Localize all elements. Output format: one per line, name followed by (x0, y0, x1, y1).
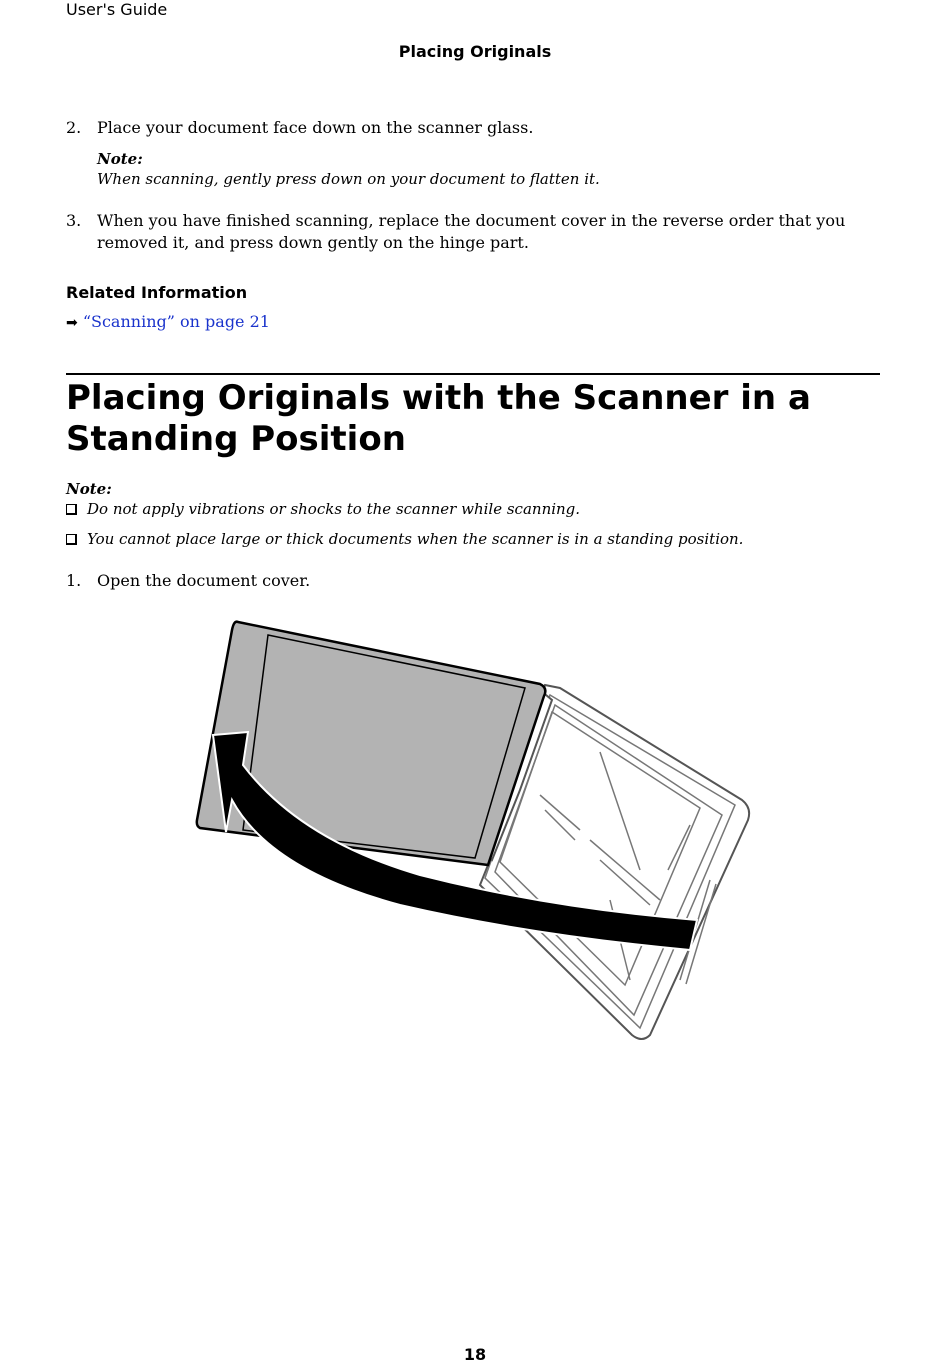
section-heading: Placing Originals with the Scanner in a Standing Position (66, 378, 811, 459)
checkbox-bullet-icon (66, 534, 77, 545)
step-1 (0, 570, 950, 592)
scanning-link[interactable]: “Scanning” on page 21 (82, 312, 270, 331)
step-number: 3. (66, 211, 82, 230)
arrow-right-icon: ➡ (66, 315, 78, 331)
note-bullet (66, 500, 580, 518)
step-2 (0, 117, 950, 139)
step-3 (0, 210, 950, 254)
scanner-illustration-svg (190, 615, 760, 1050)
step-text: Place your document face down on the scanner glass. (97, 118, 534, 137)
related-link-row[interactable] (66, 312, 270, 331)
step-text: Open the document cover. (97, 571, 311, 590)
checkbox-bullet-icon (66, 504, 77, 515)
note-bullet-text: You cannot place large or thick documents when the scanner is in a standing position. (87, 530, 744, 548)
note-bullet-text: Do not apply vibrations or shocks to the scanner while scanning. (87, 500, 581, 518)
page-number: 18 (463, 1345, 487, 1364)
step-number: 2. (66, 118, 82, 137)
header-guide-title: User's Guide (66, 0, 168, 19)
note-label: Note: (66, 480, 112, 498)
note-text: When scanning, gently press down on your document to flatten it. (97, 170, 600, 188)
note-label: Note: (97, 150, 143, 168)
scanner-open-cover-illustration (190, 615, 760, 1054)
header-section-title: Placing Originals (398, 42, 552, 61)
step-text: When you have finished scanning, replace the document cover in the reverse order that you removed it, and press down gently on the hinge part. (97, 211, 846, 252)
note-bullet (66, 530, 743, 548)
section-divider (66, 373, 880, 375)
related-information-title: Related Information (66, 283, 248, 302)
note-box (97, 150, 600, 188)
step-number: 1. (66, 571, 82, 590)
